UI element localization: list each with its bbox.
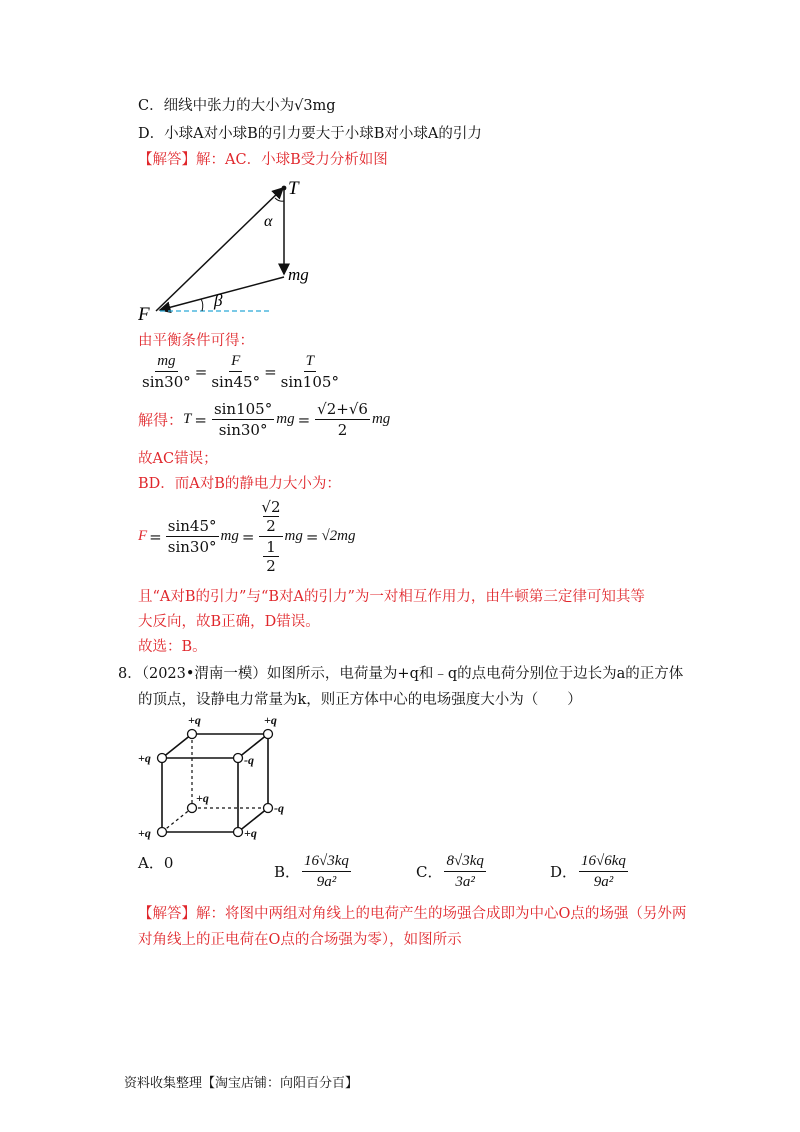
- eq1-F: F: [229, 352, 242, 372]
- eq2-rden: 2: [337, 421, 348, 439]
- vertex-front-bottom-right: [234, 828, 243, 837]
- option8-b-den: 9a²: [316, 874, 337, 890]
- eq1-d2: sin45°: [211, 373, 261, 391]
- vertex-front-top-left: [158, 754, 167, 763]
- eq2-num: sin105°: [213, 400, 273, 418]
- footer-note: 资料收集整理【淘宝店铺：向阳百分百】: [124, 1076, 359, 1091]
- balance-label: 由平衡条件可得：: [138, 333, 254, 349]
- question8-line1: 8．（2023•渭南一模）如图所示，电荷量为+q和﹣q的点电荷分别位于边长为a的正方体: [118, 666, 684, 682]
- option8-a-label: A．: [138, 854, 164, 872]
- eq1-d1: sin30°: [142, 373, 191, 391]
- eq1-T: T: [304, 352, 316, 372]
- equation-ratio: $\frac{mg}{\sin 30^\circ}$ = $\frac{F}{\sin 45^\circ}$ = $\frac{T}{\sin 105^\circ}$: [142, 353, 339, 391]
- choose-answer: 故选：B。: [138, 639, 207, 655]
- option8-d-label: D．: [550, 863, 578, 881]
- eq3-mg: mg: [220, 528, 239, 544]
- option-d: D．小球A对小球B的引力要大于小球B对小球A的引力: [138, 126, 482, 142]
- option-c: C．细线中张力的大小为√3mg: [138, 98, 336, 114]
- label-F: F: [138, 304, 150, 324]
- ac-wrong: 故AC错误；: [138, 451, 218, 467]
- vertex-back-top-left: [188, 730, 197, 739]
- vertex-back-bottom-right: [264, 804, 273, 813]
- eq1-mg: mg: [155, 352, 177, 372]
- eq3-F: F: [138, 528, 148, 544]
- label-alpha: α: [264, 213, 273, 230]
- option8-b: [274, 852, 353, 891]
- label-front-bottom-left: +q: [138, 826, 151, 840]
- force-diagram: [138, 174, 338, 324]
- cube-diagram: [130, 710, 300, 850]
- reason-line1: 且“A对B的引力”与“B对A的引力”为一对相互作用力，由牛顿第三定律可知其等: [138, 589, 645, 605]
- point-b: [282, 186, 287, 191]
- eq2-rnum: √2+√6: [317, 400, 368, 418]
- eq3-mg2: mg: [284, 528, 303, 544]
- option8-c-num: 8√3kq: [444, 852, 485, 872]
- equation-electric-force: F = $\frac{\sin 45^\circ}{\sin 30^\circ}$ mg = √2 2 1 2 mg = √2mg: [138, 498, 356, 575]
- eq1-d3: sin105°: [280, 373, 339, 391]
- label-back-top-right: +q: [264, 713, 277, 727]
- answer8-line1: 【解答】解：将图中两组对角线上的电荷产生的场强合成即为中心O点的场强（另外两: [138, 906, 687, 922]
- label-back-bottom-left: +q: [196, 791, 209, 805]
- answer7-head: 【解答】解：AC．小球B受力分析如图: [138, 152, 388, 168]
- bd-head: BD．而A对B的静电力大小为：: [138, 476, 341, 492]
- vertex-front-bottom-left: [158, 828, 167, 837]
- eq2-T: T: [183, 411, 192, 427]
- equation-tension: 解得： T = $\frac{\sin 105^\circ}{\sin 30^\circ}$ mg = $\frac{√2+√6}{2}$ mg: [138, 400, 391, 439]
- eq3-result: √2mg: [321, 528, 356, 544]
- option8-c-den: 3a²: [455, 874, 475, 890]
- label-front-top-right: -q: [244, 753, 254, 767]
- vertex-front-top-right: [234, 754, 243, 763]
- eq3-den: sin30°: [167, 538, 217, 556]
- reason-line2: 大反向，故B正确，D错误。: [138, 614, 320, 630]
- option8-a-value: 0: [163, 853, 174, 872]
- option8-b-label: B．: [274, 863, 301, 881]
- option8-d: [550, 852, 630, 891]
- label-T: T: [288, 178, 299, 199]
- question8-line2: 的顶点，设静电力常量为k，则正方体中心的电场强度大小为（ ）: [138, 692, 582, 708]
- option8-c-label: C．: [416, 863, 443, 881]
- eq3-d2: 2: [263, 556, 279, 575]
- vertex-back-top-right: [264, 730, 273, 739]
- eq2-mg: mg: [276, 411, 295, 427]
- beta-arc: [201, 299, 203, 311]
- option8-d-den: 9a²: [593, 874, 614, 890]
- eq2-mg2: mg: [371, 411, 391, 427]
- answer8-line2: 对角线上的正电荷在O点的合场强为零），如图所示: [138, 932, 462, 948]
- label-back-bottom-right: -q: [274, 801, 284, 815]
- option8-a: [138, 852, 173, 873]
- solve-label: 解得：: [138, 411, 184, 429]
- label-mg: mg: [288, 265, 309, 284]
- eq3-n2: 2: [263, 516, 279, 535]
- eq3-num: sin45°: [167, 517, 217, 535]
- alpha-arc: [275, 198, 284, 201]
- eq2-den: sin30°: [218, 421, 268, 439]
- label-back-top-left: +q: [188, 713, 201, 727]
- option8-c: [416, 852, 488, 891]
- label-beta: β: [214, 291, 223, 310]
- eq3-d1: 1: [266, 538, 276, 556]
- label-front-bottom-right: +q: [244, 826, 257, 840]
- option8-d-num: 16√6kq: [579, 852, 628, 872]
- option8-b-num: 16√3kq: [302, 852, 351, 872]
- eq3-n1: √2: [261, 498, 281, 516]
- label-front-top-left: +q: [138, 751, 151, 765]
